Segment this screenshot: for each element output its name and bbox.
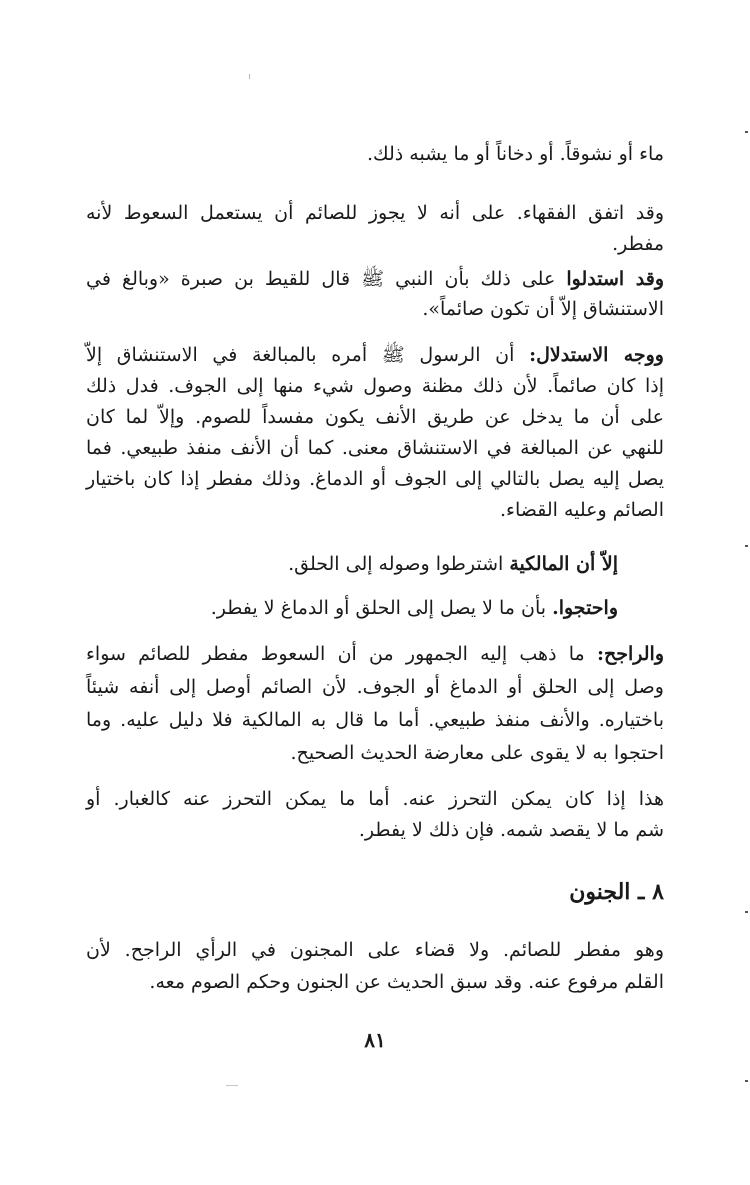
paragraph-7-line-2 (86, 675, 664, 699)
text: الاستنشاق إلاّ أن تكون صائماً». (422, 298, 664, 320)
text: وقد اتفق الفقهاء. على أنه لا يجوز للصائم أن يستعمل السعوط لأنه (86, 202, 664, 224)
scan-speck (249, 74, 250, 79)
paragraph-2-line-2 (612, 232, 664, 256)
paragraph-4-line-6 (500, 498, 664, 522)
margin-tick (745, 545, 748, 547)
scan-dash (226, 1085, 238, 1086)
text: وصل إلى الحلق أو الدماغ أو الجوف. لأن الصائم أوصل إلى أنفه شيئاً (86, 676, 664, 698)
text: شم ما لا يقصد شمه. فإن ذلك لا يفطر. (358, 819, 664, 841)
paragraph-lead: ووجه الاستدلال: (529, 344, 664, 366)
page-number: ٨١ (364, 1028, 386, 1052)
paragraph-4-line-1 (86, 343, 664, 367)
paragraph-8-line-1 (86, 787, 664, 811)
text: أن الرسول ﷺ أمره بالمبالغة في الاستنشاق إلاّ (86, 344, 515, 366)
paragraph-8-line-2 (359, 818, 664, 842)
text: هذا إذا كان يمكن التحرز عنه. أما ما يمكن التحرز عنه كالغبار. أو (86, 788, 664, 810)
text: ماء أو نشوقاً. أو دخاناً أو ما يشبه ذلك. (366, 143, 664, 165)
paragraph-2-line-1 (86, 201, 664, 225)
paragraph-lead: واحتجوا. (552, 597, 618, 619)
paragraph-5-line-1 (288, 552, 618, 576)
paragraph-7-line-3 (86, 708, 664, 732)
paragraph-4-line-4 (86, 436, 664, 460)
paragraph-4-line-5 (86, 467, 664, 491)
paragraph-6-line-1 (211, 596, 618, 620)
text: مفطر. (612, 233, 664, 255)
paragraph-3-line-2 (422, 297, 664, 321)
text: وهو مفطر للصائم. ولا قضاء على المجنون في الرأي الراجح. لأن (86, 939, 664, 961)
text: اشترطوا وصوله إلى الحلق. (288, 553, 504, 575)
paragraph-7-line-4 (291, 741, 664, 765)
text: بأن ما لا يصل إلى الحلق أو الدماغ لا يفطر. (210, 597, 547, 619)
text: إذا كان صائماً. لأن ذلك مظنة وصول شيء منها إلى الجوف. فدل ذلك (86, 375, 664, 397)
margin-tick (745, 1080, 748, 1082)
text: يصل إليه يصل بالتالي إلى الجوف أو الدماغ. وذلك مفطر إذا كان باختيار (86, 468, 664, 490)
text: على ذلك بأن النبي ﷺ قال للقيط بن صبرة «وبالغ في (86, 268, 556, 290)
section-heading: ٨ ـ الجنون (569, 879, 664, 905)
text: باختياره. والأنف منفذ طبيعي. أما ما قال به المالكية فلا دليل عليه. وما (86, 709, 664, 731)
text: احتجوا به لا يقوى على معارضة الحديث الصحيح. (290, 742, 664, 764)
paragraph-7-line-1 (86, 642, 664, 666)
text: على أن ما يدخل عن طريق الأنف يكون مفسداً للصوم. وإلاّ لما كان (86, 406, 664, 428)
paragraph-lead: وقد استدلوا (566, 268, 664, 290)
section-line-2 (149, 970, 664, 994)
text: الصائم وعليه القضاء. (500, 499, 664, 521)
text: ما ذهب إليه الجمهور من أن السعوط مفطر للصائم سواء (86, 643, 585, 665)
text: القلم مرفوع عنه. وقد سبق الحديث عن الجنون وحكم الصوم معه. (149, 971, 664, 993)
paragraph-4-line-2 (86, 374, 664, 398)
margin-tick (745, 911, 748, 913)
paragraph-lead: إلاّ أن المالكية (509, 553, 618, 575)
paragraph-1-line-1 (367, 142, 664, 166)
section-line-1 (86, 938, 664, 962)
paragraph-lead: والراجح: (596, 643, 664, 665)
margin-tick (745, 131, 748, 133)
paragraph-4-line-3 (86, 405, 664, 429)
paragraph-3-line-1 (86, 267, 664, 291)
text: للنهي عن المبالغة في الاستنشاق معنى. كما أن الأنف منفذ طبيعي. فما (86, 437, 664, 459)
